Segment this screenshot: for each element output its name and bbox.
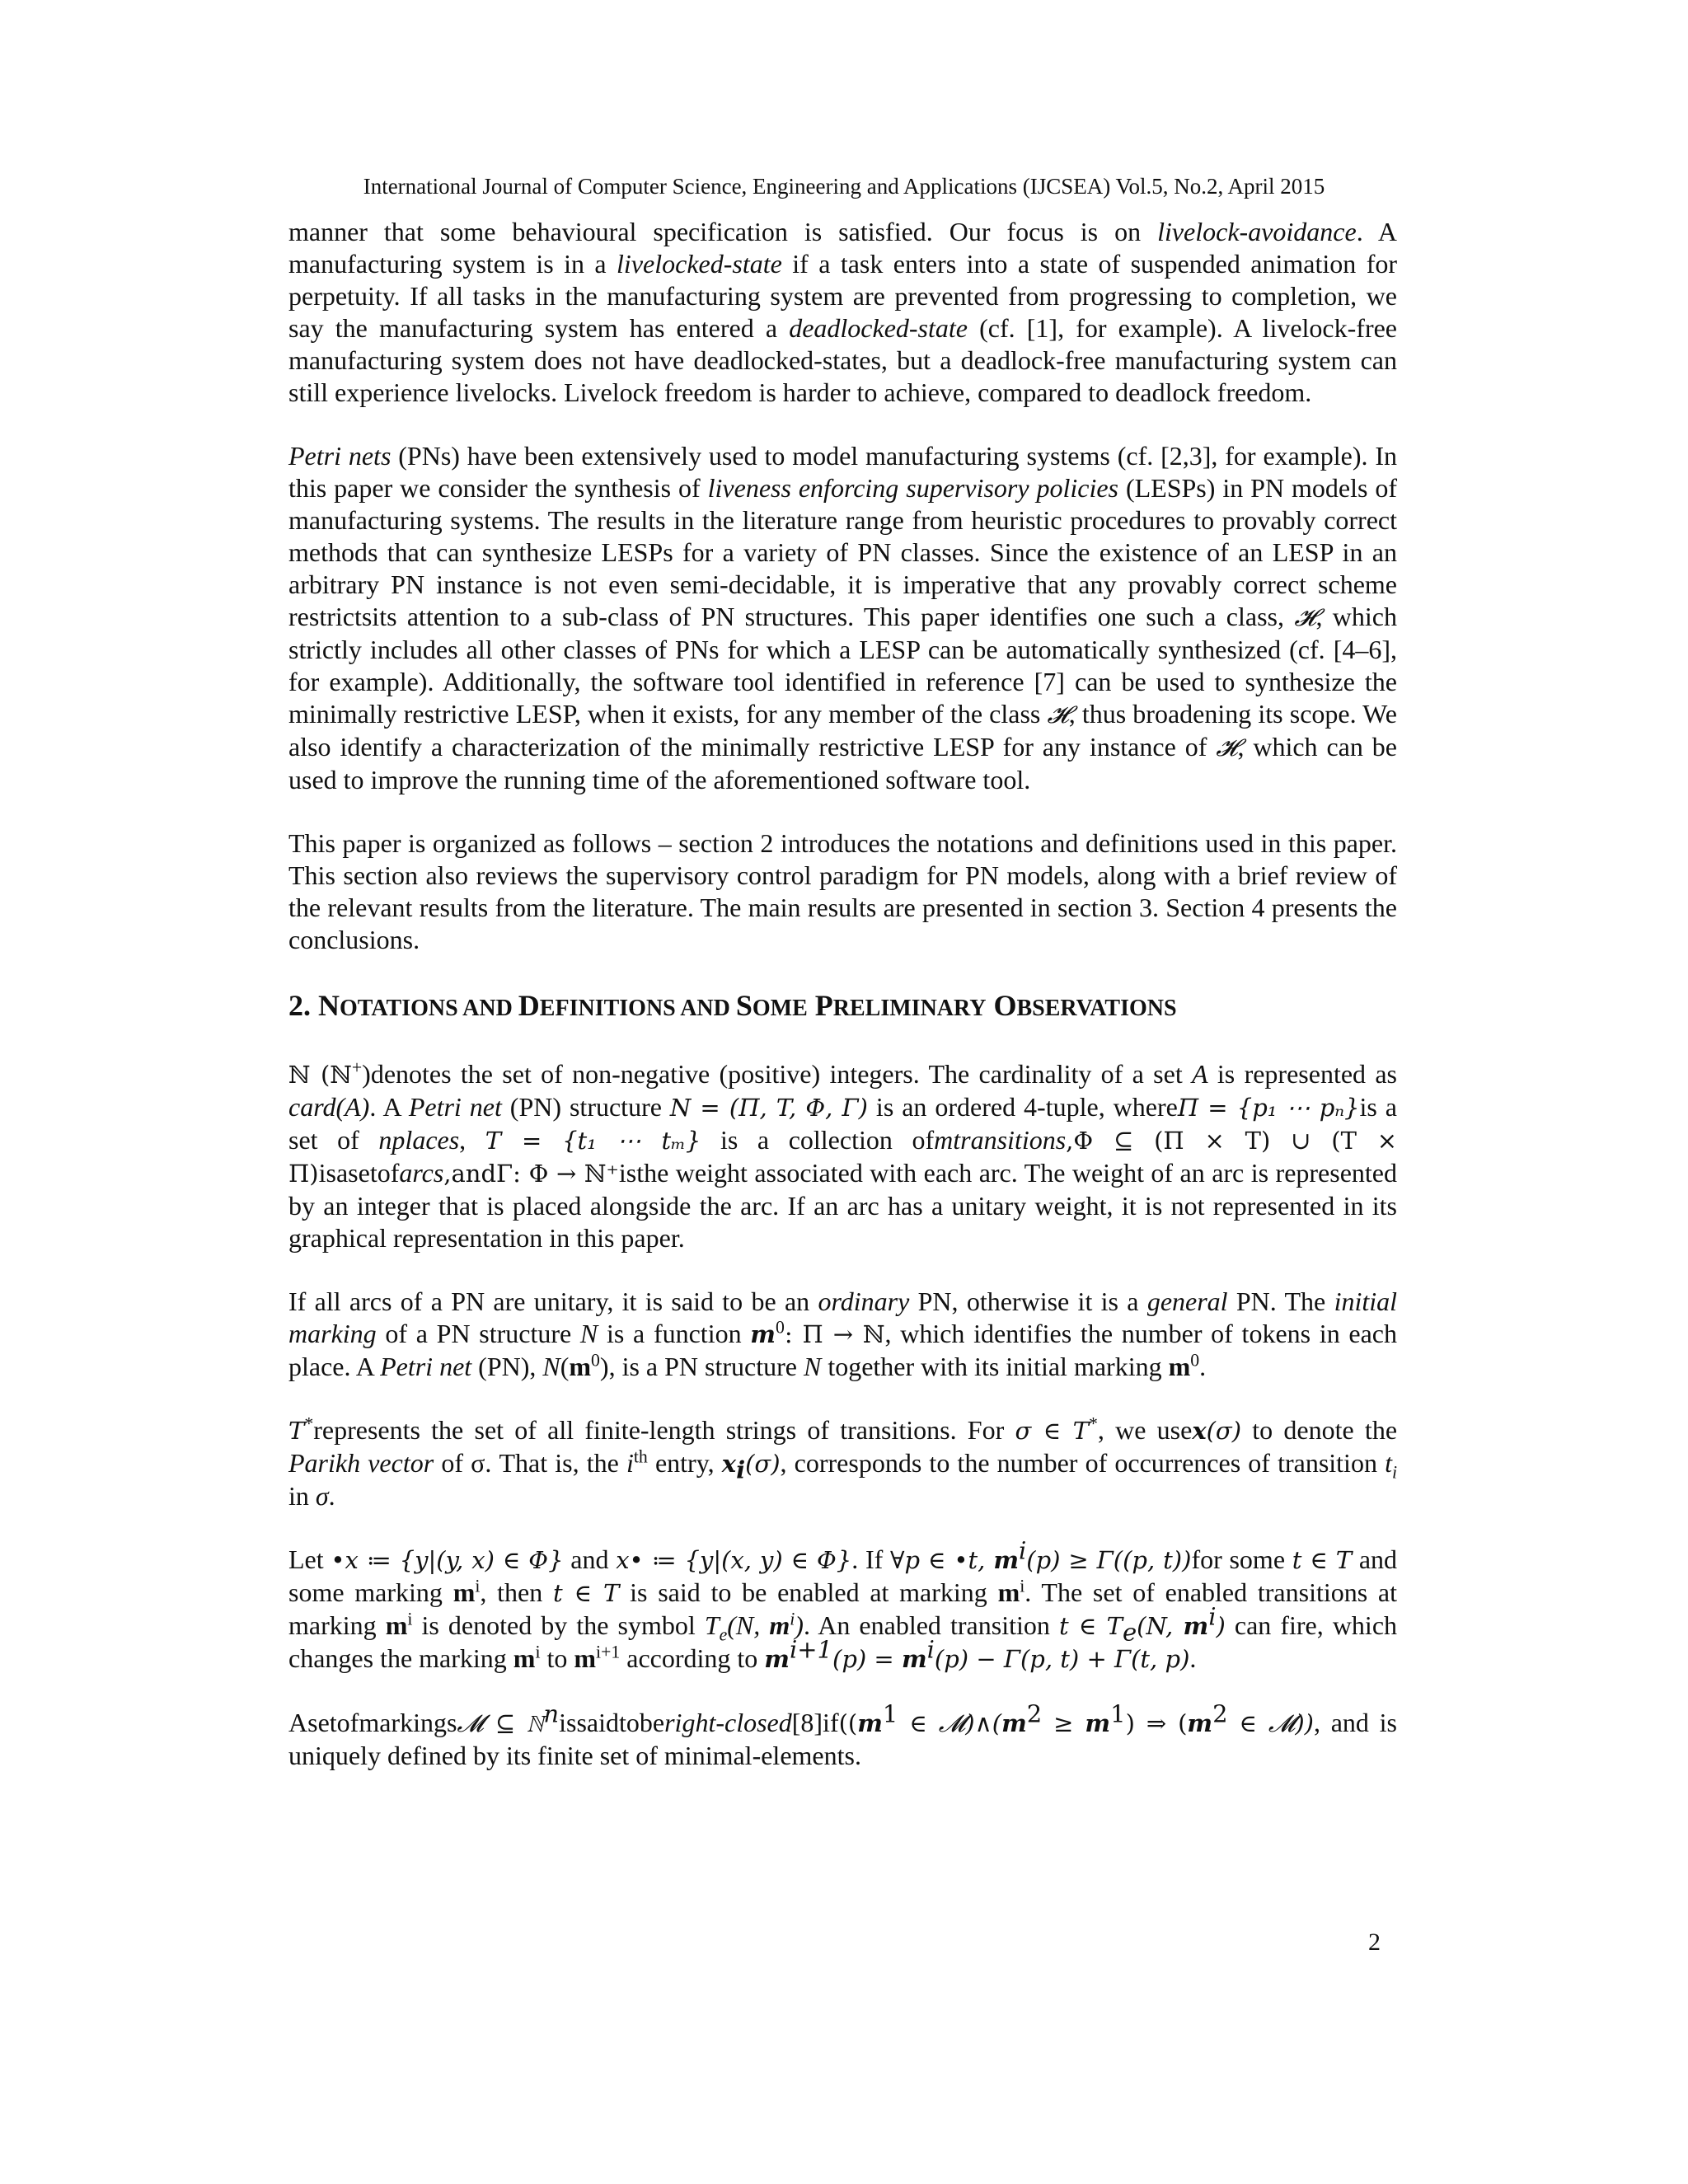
page-number: 2 [1368, 1929, 1381, 1956]
paragraph-organization: This paper is organized as follows – section 2 introduces the notations and definitions used in this paper. This section also reviews the supervisory control paradigm for PN models, along with a brief review of the relevant results from the literature. The main results are presented in section 3. Section 4 presents the conclusions. [288, 828, 1397, 954]
paragraph-initial-marking: If all arcs of a PN are unitary, it is said to be an ordinary PN, otherwise it is a general PN. The initial marking of a PN structure N is a function $m^0$: Π → ℕ, which identifies the number of tokens in each place. A Petri net (PN), $N(m^0)$, is a PN structure N together with its initial marking $m^0$. [288, 1286, 1398, 1381]
paragraph-parikh-vector: T*represents the set of all finite-length strings of transitions. For σ ∈ T*, we usex(σ) to denote the Parikh vector of σ. That is, the $i^{th}$ entry, $x_i(\sigma)$, corresponds to the number of occurrences of transition $t_i$ in σ. [288, 1413, 1398, 1511]
paragraph-petri-nets: Petri nets (PNs) have been extensively used to model manufacturing systems (cf. [2,3], for example). In this paper we consider the synthesis of liveness enforcing supervisory policies (LESPs) in PN models of manufacturing systems. The results in the literature range from heuristic procedures to provably correct methods that can synthesize LESPs for a variety of PN classes. Since the existence of an LESP in an arbitrary PN instance is not even semi-decidable, it is imperative that any provably correct scheme restrictsits attention to a sub-class of PN structures. This paper identifies one such a class, 𝓗, which strictly includes all other classes of PNs for which a LESP can be automatically synthesized (cf. [4–6], for example). Additionally, the software tool identified in reference [7] can be used to synthesize the minimally restrictive LESP, when it exists, for any member of the class 𝓗, thus broadening its scope. We also identify a characterization of the minimally restrictive LESP for any instance of 𝓗, which can be used to improve the running time of the aforementioned software tool. [288, 441, 1398, 794]
paragraph-pn-definition: ℕ (ℕ+)denotes the set of non-negative (positive) integers. The cardinality of a set A is represented as card(A). A Petri net (PN) structure N = (Π, T, Φ, Γ) is an ordered 4-tuple, whereΠ = {p₁ ⋯ pₙ}is a set of nplaces, T = {t₁ ⋯ tₘ} is a collection ofmtransitions,Φ ⊆ (Π × T) ∪ (T × Π)isasetofarcs,andΓ: Φ → ℕ⁺isthe weight associated with each arc. The weight of an arc is represented by an integer that is placed alongside the arc. If an arc has a unitary weight, it is not represented in its graphical representation in this paper. [288, 1057, 1398, 1253]
paper-body [288, 216, 1397, 1803]
paragraph-right-closed: Asetofmarkings𝓜 ⊆ $ℕ^nissaidtoberight-closed[8]if((m^1$ ∈ $𝓜)\wedge(m^2 \ge m^1)$ ⇒ ($m^2$ ∈ 𝓜)), and is uniquely defined by its finite set of minimal-elements. [288, 1699, 1398, 1770]
paragraph-enabled-transitions: Let •x ≔ {y|(y, x) ∈ Φ} and x• ≔ {y|(x, y) ∈ Φ}. If ∀p ∈ •t, $m^i(p) \ge \Gamma((p$, t))for some t ∈ T and some marking $m^i$, then t ∈ T is said to be enabled at marking $m^i$. The set of enabled transitions at marking $m^i$ is denoted by the symbol $T_e(N$, $m^i$). An enabled transition t ∈ $T_e(N$, $m^i$) can fire, which changes the marking $m^i$ to $m^{i+1}$ according to $m^{i+1}(p) = m^i(p) - \Gamma(p$, t) + Γ(t, p). [288, 1536, 1398, 1673]
section-heading: 2. NOTATIONS AND DEFINITIONS AND SOME PRELIMINARY OBSERVATIONS [288, 989, 1177, 1022]
paragraph-livelock-intro: manner that some behavioural specification is satisfied. Our focus is on livelock-avoidance. A manufacturing system is in a livelocked-state if a task enters into a state of suspended animation for perpetuity. If all tasks in the manufacturing system are prevented from progressing to completion, we say the manufacturing system has entered a deadlocked-state (cf. [1], for example). A livelock-free manufacturing system does not have deadlocked-states, but a deadlock-free manufacturing system can still experience livelocks. Livelock freedom is harder to achieve, compared to deadlock freedom. [288, 217, 1398, 407]
running-header: International Journal of Computer Science, Engineering and Applications (IJCSEA) Vol.5, No.2, April 2015 [363, 174, 1325, 199]
